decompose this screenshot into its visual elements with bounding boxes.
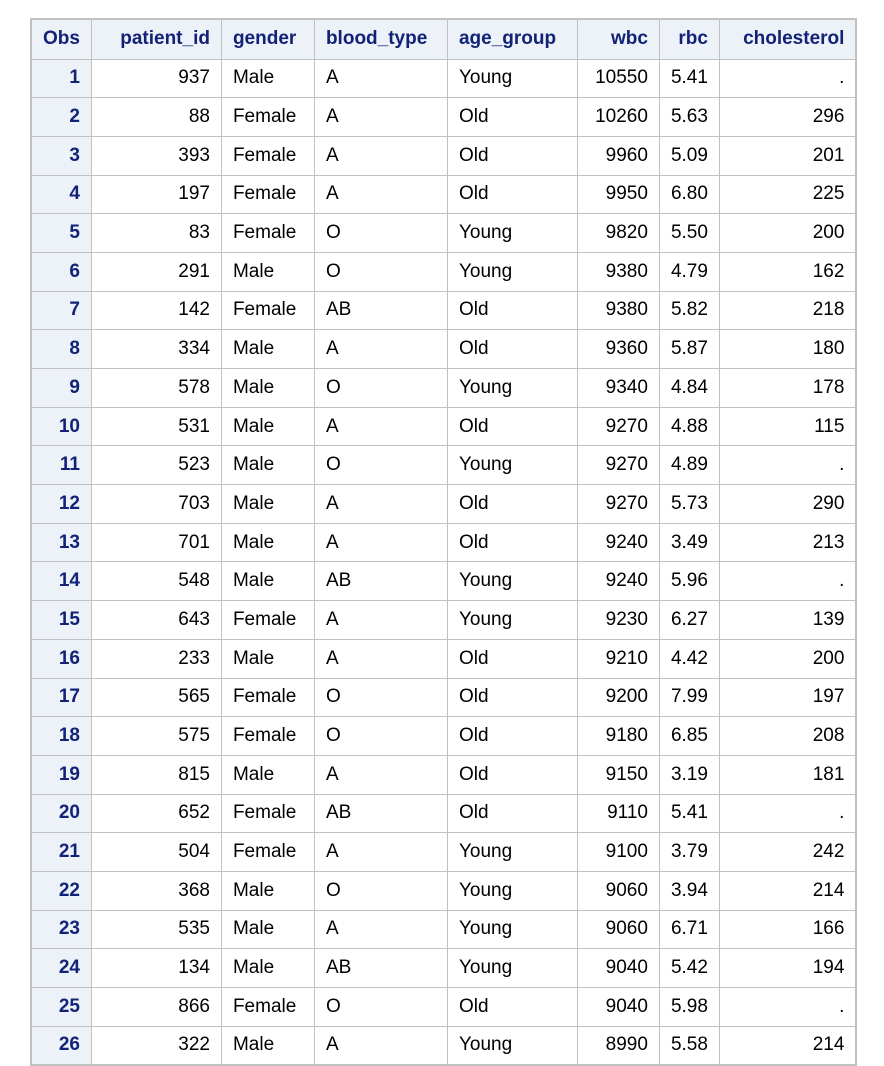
obs-cell: 6 (31, 252, 91, 291)
table-row (31, 59, 856, 98)
patient-id-cell: 578 (91, 369, 221, 408)
gender-cell: Female (221, 833, 314, 872)
wbc-cell: 9270 (577, 407, 659, 446)
cholesterol-cell: 115 (719, 407, 856, 446)
age-group-cell: Young (447, 252, 577, 291)
blood-type-cell: O (314, 717, 447, 756)
rbc-cell: 5.58 (659, 1026, 719, 1065)
wbc-cell: 10260 (577, 98, 659, 137)
obs-cell: 11 (31, 446, 91, 485)
obs-cell: 1 (31, 59, 91, 98)
age-group-cell: Old (447, 678, 577, 717)
wbc-cell: 9100 (577, 833, 659, 872)
obs-cell: 18 (31, 717, 91, 756)
patient-id-cell: 368 (91, 871, 221, 910)
patient-id-cell: 937 (91, 59, 221, 98)
rbc-cell: 4.79 (659, 252, 719, 291)
rbc-cell: 4.89 (659, 446, 719, 485)
column-header-obs: Obs (31, 19, 91, 59)
blood-type-cell: A (314, 136, 447, 175)
age-group-cell: Young (447, 601, 577, 640)
cholesterol-cell: 178 (719, 369, 856, 408)
blood-type-cell: A (314, 833, 447, 872)
cholesterol-cell: 200 (719, 214, 856, 253)
column-header-cholesterol: cholesterol (719, 19, 856, 59)
rbc-cell: 3.49 (659, 523, 719, 562)
table-row (31, 678, 856, 717)
blood-type-cell: A (314, 98, 447, 137)
rbc-cell: 3.19 (659, 755, 719, 794)
obs-cell: 15 (31, 601, 91, 640)
patient-id-cell: 815 (91, 755, 221, 794)
cholesterol-cell: 197 (719, 678, 856, 717)
gender-cell: Male (221, 59, 314, 98)
wbc-cell: 9380 (577, 291, 659, 330)
blood-type-cell: AB (314, 949, 447, 988)
gender-cell: Male (221, 485, 314, 524)
obs-cell: 23 (31, 910, 91, 949)
blood-type-cell: O (314, 446, 447, 485)
rbc-cell: 3.79 (659, 833, 719, 872)
wbc-cell: 9360 (577, 330, 659, 369)
table-row (31, 136, 856, 175)
column-header-patient-id: patient_id (91, 19, 221, 59)
rbc-cell: 4.84 (659, 369, 719, 408)
patient-id-cell: 83 (91, 214, 221, 253)
obs-cell: 25 (31, 988, 91, 1027)
gender-cell: Male (221, 369, 314, 408)
gender-cell: Male (221, 910, 314, 949)
age-group-cell: Old (447, 330, 577, 369)
gender-cell: Male (221, 407, 314, 446)
blood-type-cell: A (314, 485, 447, 524)
blood-type-cell: O (314, 214, 447, 253)
cholesterol-cell: 242 (719, 833, 856, 872)
patient-id-cell: 703 (91, 485, 221, 524)
rbc-cell: 4.42 (659, 639, 719, 678)
patient-id-cell: 322 (91, 1026, 221, 1065)
cholesterol-cell: 213 (719, 523, 856, 562)
blood-type-cell: AB (314, 562, 447, 601)
age-group-cell: Old (447, 136, 577, 175)
blood-type-cell: A (314, 910, 447, 949)
gender-cell: Male (221, 562, 314, 601)
patient-id-cell: 142 (91, 291, 221, 330)
cholesterol-cell: 201 (719, 136, 856, 175)
column-header-rbc: rbc (659, 19, 719, 59)
gender-cell: Male (221, 871, 314, 910)
gender-cell: Female (221, 678, 314, 717)
patient-id-cell: 548 (91, 562, 221, 601)
patient-id-cell: 565 (91, 678, 221, 717)
table-row (31, 910, 856, 949)
rbc-cell: 5.98 (659, 988, 719, 1027)
age-group-cell: Old (447, 98, 577, 137)
rbc-cell: 5.42 (659, 949, 719, 988)
obs-cell: 7 (31, 291, 91, 330)
wbc-cell: 9040 (577, 949, 659, 988)
cholesterol-cell: . (719, 794, 856, 833)
gender-cell: Female (221, 988, 314, 1027)
cholesterol-cell: . (719, 562, 856, 601)
obs-cell: 24 (31, 949, 91, 988)
age-group-cell: Young (447, 369, 577, 408)
cholesterol-cell: 214 (719, 1026, 856, 1065)
wbc-cell: 9180 (577, 717, 659, 756)
blood-type-cell: A (314, 407, 447, 446)
wbc-cell: 9040 (577, 988, 659, 1027)
patient-id-cell: 134 (91, 949, 221, 988)
blood-type-cell: O (314, 678, 447, 717)
age-group-cell: Old (447, 794, 577, 833)
table-row (31, 755, 856, 794)
blood-type-cell: O (314, 988, 447, 1027)
gender-cell: Male (221, 252, 314, 291)
obs-cell: 4 (31, 175, 91, 214)
age-group-cell: Young (447, 59, 577, 98)
age-group-cell: Young (447, 562, 577, 601)
rbc-cell: 5.09 (659, 136, 719, 175)
patient-id-cell: 233 (91, 639, 221, 678)
table-row (31, 871, 856, 910)
patient-id-cell: 88 (91, 98, 221, 137)
blood-type-cell: O (314, 369, 447, 408)
obs-cell: 21 (31, 833, 91, 872)
rbc-cell: 5.50 (659, 214, 719, 253)
gender-cell: Female (221, 214, 314, 253)
patient-id-cell: 291 (91, 252, 221, 291)
cholesterol-cell: 180 (719, 330, 856, 369)
cholesterol-cell: . (719, 59, 856, 98)
blood-type-cell: A (314, 755, 447, 794)
header-row (31, 19, 856, 59)
rbc-cell: 3.94 (659, 871, 719, 910)
age-group-cell: Old (447, 407, 577, 446)
rbc-cell: 5.73 (659, 485, 719, 524)
column-header-blood-type: blood_type (314, 19, 447, 59)
patient-id-cell: 535 (91, 910, 221, 949)
cholesterol-cell: 225 (719, 175, 856, 214)
obs-cell: 8 (31, 330, 91, 369)
patient-id-cell: 575 (91, 717, 221, 756)
wbc-cell: 9340 (577, 369, 659, 408)
age-group-cell: Young (447, 871, 577, 910)
wbc-cell: 9240 (577, 523, 659, 562)
gender-cell: Female (221, 601, 314, 640)
obs-cell: 14 (31, 562, 91, 601)
gender-cell: Female (221, 794, 314, 833)
data-table-container (30, 18, 857, 1066)
rbc-cell: 6.71 (659, 910, 719, 949)
data-table (30, 18, 857, 1066)
gender-cell: Female (221, 98, 314, 137)
rbc-cell: 6.80 (659, 175, 719, 214)
patient-id-cell: 866 (91, 988, 221, 1027)
patient-id-cell: 197 (91, 175, 221, 214)
blood-type-cell: A (314, 523, 447, 562)
age-group-cell: Old (447, 755, 577, 794)
patient-id-cell: 531 (91, 407, 221, 446)
table-row (31, 562, 856, 601)
patient-id-cell: 643 (91, 601, 221, 640)
blood-type-cell: AB (314, 291, 447, 330)
gender-cell: Male (221, 330, 314, 369)
gender-cell: Male (221, 446, 314, 485)
rbc-cell: 6.27 (659, 601, 719, 640)
age-group-cell: Old (447, 291, 577, 330)
obs-cell: 17 (31, 678, 91, 717)
table-row (31, 639, 856, 678)
table-row (31, 214, 856, 253)
cholesterol-cell: . (719, 988, 856, 1027)
age-group-cell: Old (447, 639, 577, 678)
rbc-cell: 5.63 (659, 98, 719, 137)
rbc-cell: 5.82 (659, 291, 719, 330)
cholesterol-cell: 290 (719, 485, 856, 524)
obs-cell: 20 (31, 794, 91, 833)
patient-id-cell: 334 (91, 330, 221, 369)
rbc-cell: 5.87 (659, 330, 719, 369)
age-group-cell: Young (447, 949, 577, 988)
patient-id-cell: 504 (91, 833, 221, 872)
cholesterol-cell: 296 (719, 98, 856, 137)
wbc-cell: 9960 (577, 136, 659, 175)
gender-cell: Male (221, 949, 314, 988)
obs-cell: 13 (31, 523, 91, 562)
patient-id-cell: 523 (91, 446, 221, 485)
gender-cell: Male (221, 755, 314, 794)
age-group-cell: Young (447, 833, 577, 872)
gender-cell: Female (221, 717, 314, 756)
wbc-cell: 9060 (577, 910, 659, 949)
table-row (31, 446, 856, 485)
age-group-cell: Old (447, 175, 577, 214)
age-group-cell: Old (447, 717, 577, 756)
rbc-cell: 5.96 (659, 562, 719, 601)
table-row (31, 485, 856, 524)
table-row (31, 291, 856, 330)
obs-cell: 5 (31, 214, 91, 253)
rbc-cell: 7.99 (659, 678, 719, 717)
age-group-cell: Young (447, 214, 577, 253)
wbc-cell: 9380 (577, 252, 659, 291)
gender-cell: Male (221, 1026, 314, 1065)
age-group-cell: Young (447, 446, 577, 485)
table-body (31, 59, 856, 1065)
obs-cell: 9 (31, 369, 91, 408)
obs-cell: 10 (31, 407, 91, 446)
age-group-cell: Old (447, 485, 577, 524)
wbc-cell: 10550 (577, 59, 659, 98)
blood-type-cell: A (314, 59, 447, 98)
table-row (31, 949, 856, 988)
table-row (31, 407, 856, 446)
table-row (31, 601, 856, 640)
age-group-cell: Young (447, 1026, 577, 1065)
gender-cell: Female (221, 136, 314, 175)
rbc-cell: 5.41 (659, 794, 719, 833)
blood-type-cell: A (314, 330, 447, 369)
gender-cell: Female (221, 175, 314, 214)
table-row (31, 988, 856, 1027)
table-row (31, 794, 856, 833)
table-row (31, 833, 856, 872)
wbc-cell: 9210 (577, 639, 659, 678)
cholesterol-cell: 200 (719, 639, 856, 678)
gender-cell: Female (221, 291, 314, 330)
patient-id-cell: 393 (91, 136, 221, 175)
patient-id-cell: 701 (91, 523, 221, 562)
wbc-cell: 9240 (577, 562, 659, 601)
table-row (31, 717, 856, 756)
age-group-cell: Young (447, 910, 577, 949)
wbc-cell: 9230 (577, 601, 659, 640)
obs-cell: 26 (31, 1026, 91, 1065)
table-row (31, 330, 856, 369)
obs-cell: 3 (31, 136, 91, 175)
blood-type-cell: O (314, 871, 447, 910)
wbc-cell: 9820 (577, 214, 659, 253)
gender-cell: Male (221, 523, 314, 562)
column-header-age-group: age_group (447, 19, 577, 59)
obs-cell: 12 (31, 485, 91, 524)
table-row (31, 369, 856, 408)
table-row (31, 175, 856, 214)
cholesterol-cell: 208 (719, 717, 856, 756)
wbc-cell: 9950 (577, 175, 659, 214)
gender-cell: Male (221, 639, 314, 678)
wbc-cell: 9270 (577, 446, 659, 485)
wbc-cell: 9200 (577, 678, 659, 717)
wbc-cell: 9270 (577, 485, 659, 524)
rbc-cell: 5.41 (659, 59, 719, 98)
wbc-cell: 9150 (577, 755, 659, 794)
cholesterol-cell: 218 (719, 291, 856, 330)
table-row (31, 98, 856, 137)
wbc-cell: 9060 (577, 871, 659, 910)
blood-type-cell: A (314, 175, 447, 214)
blood-type-cell: O (314, 252, 447, 291)
column-header-wbc: wbc (577, 19, 659, 59)
table-row (31, 252, 856, 291)
obs-cell: 2 (31, 98, 91, 137)
age-group-cell: Old (447, 523, 577, 562)
cholesterol-cell: 139 (719, 601, 856, 640)
cholesterol-cell: 166 (719, 910, 856, 949)
obs-cell: 19 (31, 755, 91, 794)
obs-cell: 22 (31, 871, 91, 910)
blood-type-cell: A (314, 601, 447, 640)
rbc-cell: 4.88 (659, 407, 719, 446)
rbc-cell: 6.85 (659, 717, 719, 756)
blood-type-cell: A (314, 639, 447, 678)
wbc-cell: 8990 (577, 1026, 659, 1065)
blood-type-cell: AB (314, 794, 447, 833)
patient-id-cell: 652 (91, 794, 221, 833)
cholesterol-cell: . (719, 446, 856, 485)
cholesterol-cell: 181 (719, 755, 856, 794)
age-group-cell: Old (447, 988, 577, 1027)
cholesterol-cell: 162 (719, 252, 856, 291)
wbc-cell: 9110 (577, 794, 659, 833)
cholesterol-cell: 194 (719, 949, 856, 988)
cholesterol-cell: 214 (719, 871, 856, 910)
column-header-gender: gender (221, 19, 314, 59)
table-row (31, 523, 856, 562)
obs-cell: 16 (31, 639, 91, 678)
blood-type-cell: A (314, 1026, 447, 1065)
